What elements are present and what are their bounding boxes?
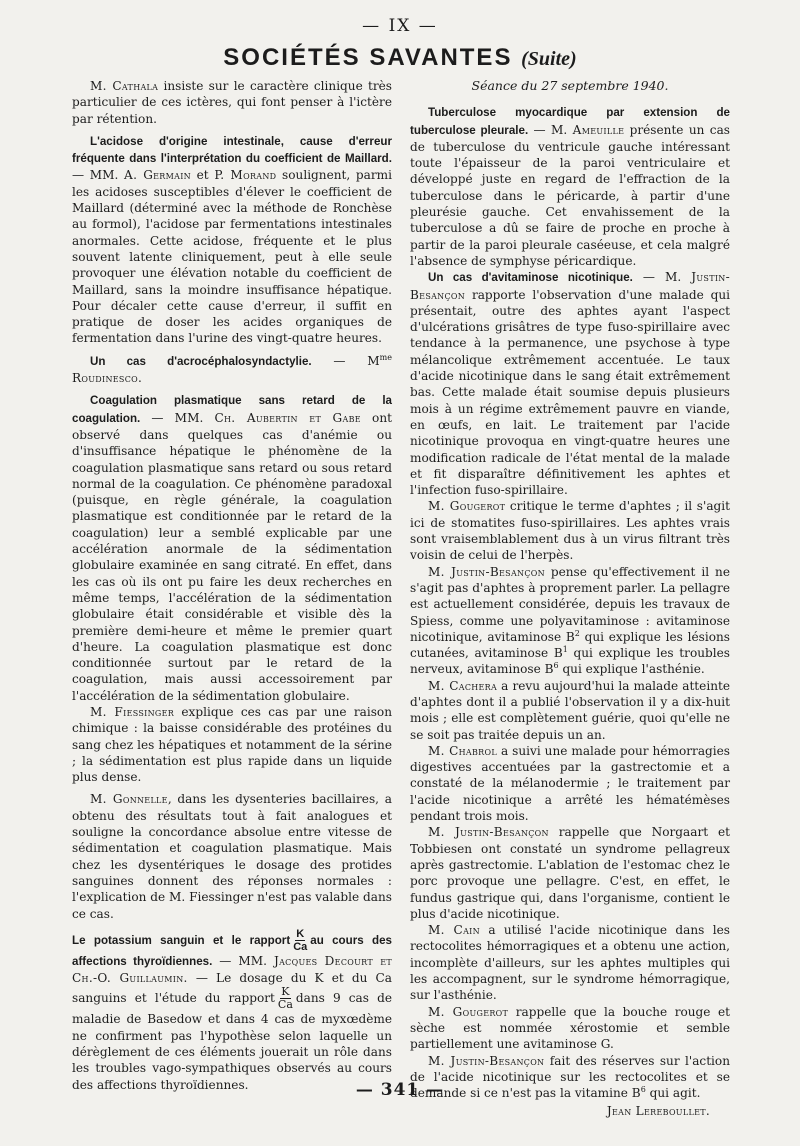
title-suite: (Suite): [521, 48, 577, 70]
dash: — MM.: [212, 953, 274, 968]
fraction-denominator: Ca: [293, 940, 308, 953]
paragraph-text: a utilisé l'acide nicotinique dans les rectocolites hémorragiques et a obtenu une action, incomplète d'ailleurs, sur les aphtes multiples qui les accompagnent, sur le syndrome hémorragique, sur l'asthénie.: [410, 923, 730, 1003]
section-heading: L'acidose d'origine intestinale, cause d'erreur fréquente dans l'interprétation du coefficient de Maillard.: [72, 134, 392, 166]
author-name: M. Cain: [428, 923, 480, 938]
paragraph-text: a revu aujourd'hui la malade atteinte d'aphtes dont il a publié l'observation il y a dix-huit mois ; elle est complètement guérie, quoi qu'elle ne se soit pas traitée depuis un an.: [410, 678, 730, 742]
dash: — M.: [632, 270, 692, 285]
paragraph-gonnelle: [72, 791, 392, 921]
author-name: Justin-Besançon: [410, 270, 730, 302]
paragraph-text: a suivi une malade pour hémorragies digestives accentuées par la gastrectomie et a constaté de la mélanodermie ; le traitement par l'acide nicotinique a arrêté les hématémèses pendant trois mois.: [410, 743, 730, 824]
paragraph-text: insiste sur le caractère clinique très particulier de ces ictères, qui font penser à l'ictère par rétention.: [72, 79, 392, 126]
paragraph-text: rappelle que Norgaart et Tobbiesen ont constaté un syndrome pellagreux après gastrectomie. L'ablation de l'estomac chez le porc provoque une pellagre. C'est, en effet, le fundus gastrique qui, dans l'organisme, contient le plus d'acide nicotinique.: [410, 825, 730, 921]
paragraph-text: rapporte l'observation d'une malade qui présentait, outre des aphtes ayant l'aspect d'ulcérations grisâtres de type fuso-spirillaire avec tendance à la permanence, une psychose à type mélancolique extrêmement accentuée. Le taux d'acide nicotinique dans le sang était extrêmement bas. Cette malade était soumise depuis plusieurs mois à un régime extrêmement pauvre en viande, en œufs, en lait. Le traitement par l'acide nicotinique provoqua en vingt-quatre heures une modification radicale de l'état mental de la malade et fit disparaître définitivement les aphtes et l'infection fuso-spirillaire.: [410, 287, 730, 498]
dash: — MM.: [140, 410, 215, 425]
right-column: [410, 78, 730, 1120]
superscript: me: [379, 352, 392, 362]
section-acidose: [72, 133, 392, 347]
author-name: M. Cachera: [428, 678, 498, 693]
paragraph-text: qui explique les lésions cutanées, avitaminose B: [410, 629, 730, 661]
paragraph-text: présente un cas de tuberculose du ventricule gauche intéressant toute l'épaisseur de la paroi ventriculaire et développé juste en regard de l'effraction de la tuberculose dans le péricarde, à partir d'une pleurésie gauche. Cet envahissement de la tuberculose a dû se faire de proche en proche à partir de la paroi pleurale caséeuse, et cela malgré l'absence de symphyse péricardique.: [410, 122, 731, 268]
section-heading: Un cas d'avitaminose nicotinique.: [428, 271, 633, 285]
paragraph-text: rappelle que la bouche rouge et sèche est nommée xérostomie et semble partiellement une avitaminose G.: [410, 1004, 731, 1052]
section-heading: Le potassium sanguin et le rapport: [72, 933, 291, 947]
superscript: 2: [574, 628, 580, 638]
author-name: M. Chabrol: [428, 743, 497, 758]
superscript: 1: [562, 645, 568, 655]
fraction-numerator: K: [296, 927, 305, 940]
section-tuberculose: [410, 104, 730, 269]
author-name: M. Fiessinger: [90, 704, 175, 719]
author-name: Roudinesco.: [72, 371, 143, 386]
dash: — M: [311, 353, 380, 368]
paragraph-text: pense qu'effectivement il ne s'agit pas d'aphtes à proprement parler. La pellagre est actuellement considérée, depuis les travaux de Spiess, comme une polyavitaminose : avitaminose nicotinique, avitaminose B: [410, 564, 730, 644]
paragraph-gougerot-2: [410, 1004, 730, 1053]
page-title: [0, 44, 800, 72]
title-main: SOCIÉTÉS SAVANTES: [223, 44, 513, 71]
fraction-k-ca: [293, 928, 307, 953]
paragraph-cachera: [410, 678, 730, 743]
dash: — M.: [528, 122, 573, 137]
author-name: M. Justin-Besançon: [428, 825, 549, 840]
page-number: — 341 —: [355, 1080, 445, 1100]
author-name: M. Cathala: [90, 79, 159, 93]
paragraph-text: qui explique l'asthénie.: [558, 662, 705, 677]
author-name: M. Justin-Besançon: [428, 564, 545, 579]
seance-date: Séance du 27 septembre 1940.: [471, 78, 669, 93]
superscript: 6: [553, 661, 559, 671]
paragraph-text: , dans les dysenteries bacillaires, a obtenu des résultats tout à fait analogues et souligne la concordance absolue entre vitesse de sédimentation et coagulation plasmatique. Mais chez les dysentériques le dosage des protides sanguines donnent des réponses normales : l'explication de M. Fiessinger n'est pas valable dans ce cas.: [72, 792, 392, 921]
paragraph-fiessinger: [72, 704, 392, 785]
paragraph-text: dans 9 cas de maladie de Basedow et dans 4 cas de myxœdème ne confirment pas l'hypothèse selon laquelle un dérèglement de ces éléments jouerait un rôle dans les troubles vago-sympathiques observés au cours des affections thyroïdiennes.: [72, 991, 392, 1092]
section-heading: Un cas d'acrocéphalosyndactylie.: [90, 354, 312, 368]
superscript: 6: [640, 1085, 646, 1095]
section-heading: Coagulation plasmatique sans retard de la coagulation.: [72, 394, 392, 425]
author-name: M. Justin-Besançon: [428, 1053, 545, 1068]
fraction-numerator: K: [281, 985, 290, 999]
section-coagulation: [72, 392, 392, 704]
paragraph-cathala: [72, 78, 392, 127]
section-avitaminose: [410, 269, 730, 498]
left-column: [72, 78, 392, 1093]
author-name: Ch. Aubertin et Gabe: [214, 410, 361, 425]
paragraph-cain: [410, 922, 730, 1003]
paragraph-gougerot-1: [410, 498, 730, 563]
author-name: M. Gougerot: [428, 1004, 509, 1019]
author-name: Ameuille: [572, 122, 625, 137]
paragraph-justin-1: [410, 564, 730, 678]
paragraph-text: — Le dosage du K et du Ca sanguins et l'étude du rapport: [72, 971, 393, 1006]
folio-roman: — IX —: [362, 16, 438, 36]
conjunction: et: [190, 168, 215, 183]
paragraph-text: explique ces cas par une raison chimique : la baisse considérable des protéines du sang chez les hépatiques et notamment de la sérine ; la sédimentation est plus rapide dans un liquide plus dense.: [72, 704, 392, 785]
section-heading-cont: au cours des affections thyroïdiennes.: [72, 933, 392, 968]
paragraph-chabrol: [410, 743, 730, 824]
paragraph-text: qui agit.: [645, 1086, 701, 1101]
author-name: M. Gougerot: [428, 499, 506, 514]
author-name: P. Morand: [214, 168, 277, 183]
fraction-denominator: Ca: [277, 998, 293, 1012]
section-heading: Tuberculose myocardique par extension de tuberculose pleurale.: [410, 106, 730, 137]
paragraph-text: soulignent, parmi les acidoses susceptibles d'élever le coefficient de Maillard (déterminé avec la méthode de Ronchèse au formol), l'acidose par fermentations intestinales anormales. Cette acidose, fréquente et le plus souvent latente cliniquement, peut à elle seule provoquer une élévation notable du coefficient de Maillard, sans la moindre insuffisance hépatique. Pour décaler cette cause d'erreur, il suffit en pratique de doser les acides organiques de fermentation dans l'urine des vingt-quatre heures.: [72, 168, 392, 346]
paragraph-text: ont observé dans quelques cas d'anémie ou d'insuffisance hépatique le phénomène de la coagulation plasmatique sans retard ou sous retard normal de la coagulation. Ce phénomène paradoxal (puisque, en règle générale, la coagulation plasmatique est conditionnée par le retard de la coagulation) leur a semblé explicable par une accélération anormale de la sédimentation globulaire examinée en sang citraté. En effet, dans les cas où ils ont pu faire les deux recherches en même temps, l'accélération de la sédimentation globulaire était considérable et visible dès la première demi-heure et même le premier quart d'heure. La coagulation plasmatique est donc conditionnée surtout par le retard de la coagulation, mais aussi accessoirement par l'accélération de la sédimentation globulaire.: [72, 410, 392, 703]
paragraph-text: fait des réserves sur l'action de l'acide nicotinique sur les rectocolites et se demande si ce n'est pas la vitamine B: [410, 1053, 730, 1101]
paragraph-text: qui explique les troubles nerveux, avitaminose B: [410, 646, 730, 677]
paragraph-justin-2: [410, 824, 730, 922]
author-name: M. Gonnelle: [90, 792, 168, 807]
signature: Jean Lereboullet.: [606, 1104, 710, 1119]
author-name: A. Germain: [124, 168, 191, 183]
section-acrocephalo: [72, 353, 392, 387]
section-potassium: [72, 928, 392, 1093]
fraction-k-ca-text: [278, 986, 293, 1011]
paragraph-text: critique le terme d'aphtes ; il s'agit ici de stomatites fuso-spirillaires. Les aphtes vrais sont vraisemblablement dus à un virus filtrant très voisin de celui de l'herpès.: [410, 499, 730, 563]
dash: — MM.: [72, 168, 125, 183]
author-name: Jacques Decourt et Ch.-O. Guillaumin.: [72, 953, 393, 986]
